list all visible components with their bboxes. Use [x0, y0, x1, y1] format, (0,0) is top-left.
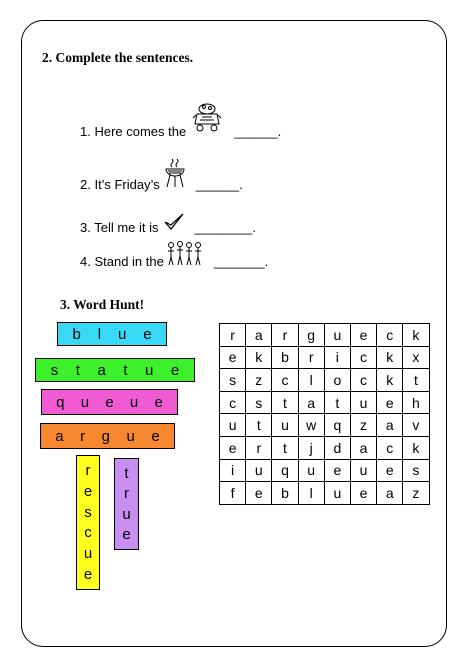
grid-cell[interactable]: i	[324, 346, 350, 369]
section-2-title: 2. Complete the sentences.	[42, 50, 194, 65]
grid-cell[interactable]: e	[350, 324, 376, 347]
grid-cell[interactable]: r	[220, 324, 246, 347]
grid-cell[interactable]: g	[298, 324, 324, 347]
grid-cell[interactable]: e	[246, 482, 272, 505]
sentence-text: 4. Stand in the	[80, 254, 164, 269]
sentence-text: 3. Tell me it is	[80, 220, 159, 235]
letter: g	[101, 427, 110, 445]
letter: u	[129, 393, 139, 411]
word-box-rescue	[76, 455, 100, 590]
letter: e	[83, 566, 93, 584]
grid-cell[interactable]: k	[377, 369, 403, 392]
letter: s	[50, 361, 59, 379]
letter: e	[83, 482, 93, 500]
grid-cell[interactable]: t	[403, 369, 429, 392]
grid-cell[interactable]: c	[377, 324, 403, 347]
grid-cell[interactable]: l	[298, 482, 324, 505]
letter: u	[126, 427, 135, 445]
letter: e	[143, 325, 152, 343]
letter: s	[84, 503, 92, 521]
sentence-3	[80, 212, 256, 235]
barbecue-grill-icon	[164, 157, 186, 192]
letter: a	[55, 427, 64, 445]
answer-blank: ______.	[234, 124, 282, 139]
sentence-text: 2. It’s Friday’s	[80, 177, 160, 192]
grid-row	[220, 346, 430, 369]
letter: b	[72, 325, 81, 343]
letter: u	[117, 325, 127, 343]
letter: u	[80, 393, 90, 411]
grid-cell[interactable]: t	[324, 391, 350, 414]
letter: t	[124, 464, 129, 482]
letter: e	[151, 427, 160, 445]
grid-cell[interactable]: c	[377, 436, 403, 459]
grid-cell[interactable]: w	[298, 414, 324, 437]
grid-cell[interactable]: a	[377, 414, 403, 437]
grid-cell[interactable]: a	[246, 324, 272, 347]
grid-cell[interactable]: c	[220, 391, 246, 414]
word-search-grid	[219, 323, 430, 505]
grid-row	[220, 324, 430, 347]
letter: r	[80, 427, 86, 445]
word-box-queue	[41, 389, 178, 415]
grid-cell[interactable]: k	[246, 346, 272, 369]
grid-cell[interactable]: t	[246, 414, 272, 437]
grid-cell[interactable]: u	[350, 391, 376, 414]
people-queue-icon	[166, 240, 206, 269]
letter: u	[83, 545, 93, 563]
word-box-argue	[40, 423, 175, 449]
grid-cell[interactable]: b	[272, 346, 298, 369]
sentence-1	[80, 100, 281, 139]
grid-cell[interactable]: z	[350, 414, 376, 437]
sentence-text: 1. Here comes the	[80, 124, 187, 139]
grid-cell[interactable]: a	[350, 436, 376, 459]
letter: l	[97, 325, 102, 343]
grid-row	[220, 459, 430, 482]
grid-cell[interactable]: e	[220, 436, 246, 459]
grid-cell[interactable]: q	[324, 414, 350, 437]
grid-cell[interactable]: u	[324, 324, 350, 347]
grid-cell[interactable]: o	[324, 369, 350, 392]
grid-cell[interactable]: u	[350, 459, 376, 482]
grid-cell[interactable]: s	[403, 459, 429, 482]
letter: e	[170, 361, 180, 379]
sentence-4	[80, 240, 268, 269]
checkmark-icon	[163, 212, 185, 235]
grid-row	[220, 482, 430, 505]
grid-cell[interactable]: a	[377, 482, 403, 505]
grid-cell[interactable]: a	[298, 391, 324, 414]
grid-row	[220, 414, 430, 437]
section-3-title: 3. Word Hunt!	[60, 297, 145, 312]
grid-cell[interactable]: z	[246, 369, 272, 392]
grid-row	[220, 436, 430, 459]
grid-cell[interactable]: s	[220, 369, 246, 392]
letter: e	[122, 526, 131, 544]
grid-cell[interactable]: f	[220, 482, 246, 505]
grid-cell[interactable]: t	[272, 391, 298, 414]
grid-cell[interactable]: u	[272, 414, 298, 437]
grid-cell[interactable]: k	[403, 324, 429, 347]
grid-cell[interactable]: k	[377, 346, 403, 369]
grid-cell[interactable]: s	[246, 391, 272, 414]
grid-cell[interactable]: t	[272, 436, 298, 459]
answer-blank: _______.	[213, 254, 269, 269]
grid-cell[interactable]: e	[350, 482, 376, 505]
grid-cell[interactable]: x	[403, 346, 429, 369]
letter: e	[154, 393, 163, 411]
letter: q	[56, 393, 65, 411]
letter: c	[84, 524, 92, 542]
grid-cell[interactable]: e	[220, 346, 246, 369]
grid-cell[interactable]: j	[298, 436, 324, 459]
word-box-blue	[57, 322, 167, 346]
grid-cell[interactable]: d	[324, 436, 350, 459]
letter: u	[145, 361, 154, 379]
letter: a	[97, 361, 106, 379]
grid-cell[interactable]: r	[272, 324, 298, 347]
grid-cell[interactable]: r	[298, 346, 324, 369]
grid-cell[interactable]: e	[377, 391, 403, 414]
grid-cell[interactable]: u	[298, 459, 324, 482]
grid-row	[220, 391, 430, 414]
word-box-statue	[35, 358, 195, 382]
grid-cell[interactable]: i	[220, 459, 246, 482]
letter: u	[122, 505, 131, 523]
grid-cell[interactable]: r	[246, 436, 272, 459]
grid-cell[interactable]: k	[403, 436, 429, 459]
letter: e	[105, 393, 114, 411]
answer-blank: ________.	[194, 220, 256, 235]
letter: t	[123, 361, 128, 379]
grid-cell[interactable]: b	[272, 482, 298, 505]
word-box-true	[114, 458, 139, 550]
grid-cell[interactable]: c	[272, 369, 298, 392]
grid-cell[interactable]: u	[324, 482, 350, 505]
letter: t	[75, 361, 80, 379]
grid-cell[interactable]: l	[298, 369, 324, 392]
grid-cell[interactable]: c	[350, 346, 376, 369]
grid-cell[interactable]: h	[403, 391, 429, 414]
grid-row	[220, 369, 430, 392]
grid-cell[interactable]: u	[220, 414, 246, 437]
answer-blank: ______.	[195, 177, 243, 192]
letter: r	[124, 485, 129, 503]
grid-cell[interactable]: u	[246, 459, 272, 482]
parade-float-icon	[190, 100, 224, 139]
sentence-2	[80, 157, 243, 192]
grid-cell[interactable]: e	[377, 459, 403, 482]
grid-cell[interactable]: e	[324, 459, 350, 482]
grid-cell[interactable]: v	[403, 414, 429, 437]
letter: r	[85, 461, 91, 479]
grid-cell[interactable]: c	[350, 369, 376, 392]
grid-cell[interactable]: q	[272, 459, 298, 482]
grid-cell[interactable]: z	[403, 482, 429, 505]
